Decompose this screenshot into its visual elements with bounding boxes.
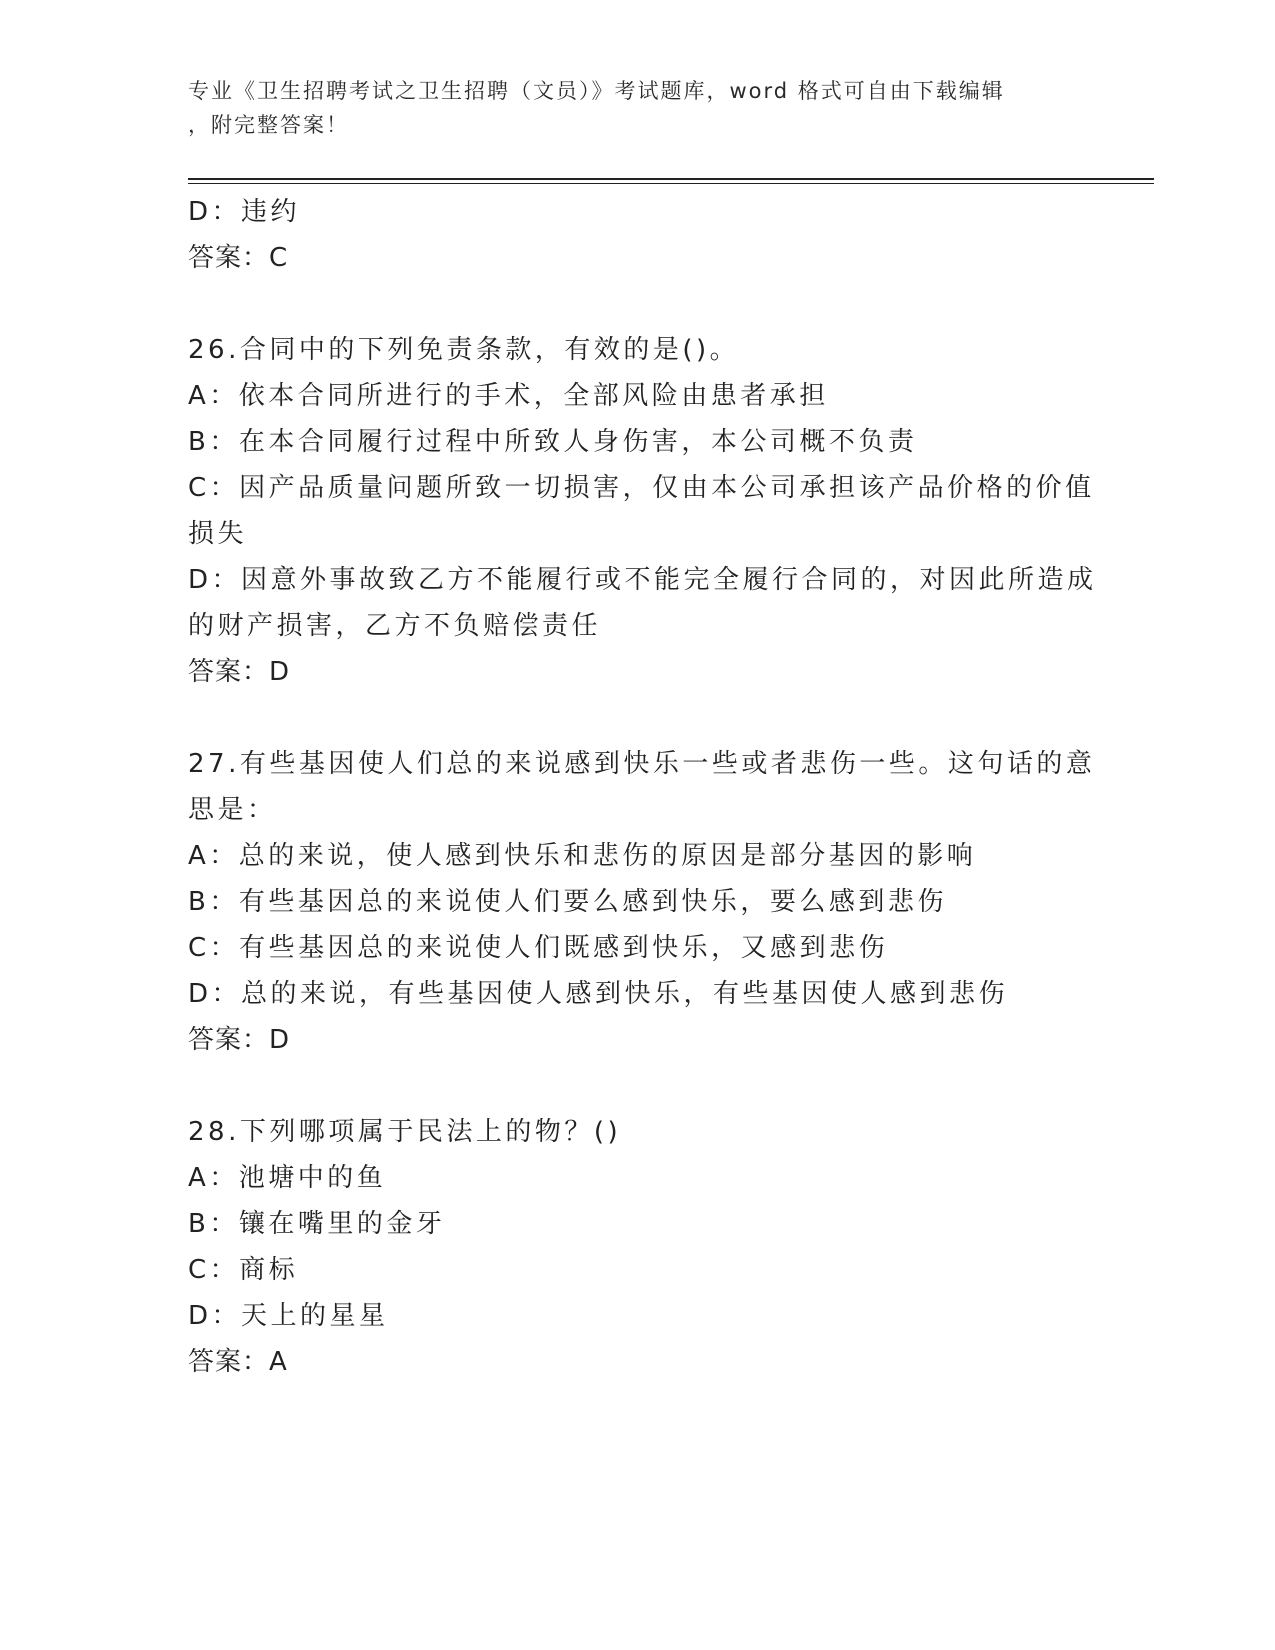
- option-c: C：商标: [188, 1255, 299, 1285]
- question-stem: 26.合同中的下列免责条款，有效的是()。: [188, 335, 740, 365]
- document-header: [188, 74, 1068, 142]
- option-d: D：天上的星星: [188, 1301, 389, 1331]
- option-d-continued: 的财产损害，乙方不负赔偿责任: [188, 611, 602, 641]
- spacer: [188, 695, 1088, 741]
- header-divider-thin: [188, 183, 1154, 184]
- option-a: A：依本合同所进行的手术，全部风险由患者承担: [188, 381, 829, 411]
- option-d: D：违约: [188, 197, 301, 227]
- question-stem: 27.有些基因使人们总的来说感到快乐一些或者悲伤一些。这句话的意: [188, 749, 1096, 779]
- option-a: A：池塘中的鱼: [188, 1163, 387, 1193]
- option-b: B：有些基因总的来说使人们要么感到快乐，要么感到悲伤: [188, 887, 947, 917]
- option-c: C：因产品质量问题所致一切损害，仅由本公司承担该产品价格的价值: [188, 473, 1095, 503]
- question-25-tail: [188, 189, 1088, 281]
- question-list: [188, 189, 1097, 1385]
- option-b: B：在本合同履行过程中所致人身伤害，本公司概不负责: [188, 427, 918, 457]
- answer-line: 答案：D: [188, 1025, 291, 1055]
- question-stem-continued: 思是：: [188, 795, 277, 825]
- question-27: [188, 741, 1096, 1063]
- header-title-line-1: 专业《卫生招聘考试之卫生招聘（文员）》考试题库，word 格式可自由下载编辑: [188, 79, 1005, 103]
- question-stem: 28.下列哪项属于民法上的物？(): [188, 1117, 622, 1147]
- answer-line: 答案：A: [188, 1347, 288, 1377]
- option-d: D：总的来说，有些基因使人感到快乐，有些基因使人感到悲伤: [188, 979, 1009, 1009]
- spacer: [188, 1063, 1088, 1109]
- option-c: C：有些基因总的来说使人们既感到快乐，又感到悲伤: [188, 933, 889, 963]
- option-c-continued: 损失: [188, 519, 248, 549]
- header-title-line-2: ，附完整答案！: [188, 113, 349, 137]
- option-b: B：镶在嘴里的金牙: [188, 1209, 446, 1239]
- answer-line: 答案：C: [188, 243, 289, 273]
- header-divider-thick: [188, 178, 1154, 180]
- question-26: [188, 327, 1097, 695]
- option-d: D：因意外事故致乙方不能履行或不能完全履行合同的，对因此所造成: [188, 565, 1097, 595]
- spacer: [188, 281, 1088, 327]
- option-a: A：总的来说，使人感到快乐和悲伤的原因是部分基因的影响: [188, 841, 977, 871]
- answer-line: 答案：D: [188, 657, 291, 687]
- question-28: [188, 1109, 1088, 1385]
